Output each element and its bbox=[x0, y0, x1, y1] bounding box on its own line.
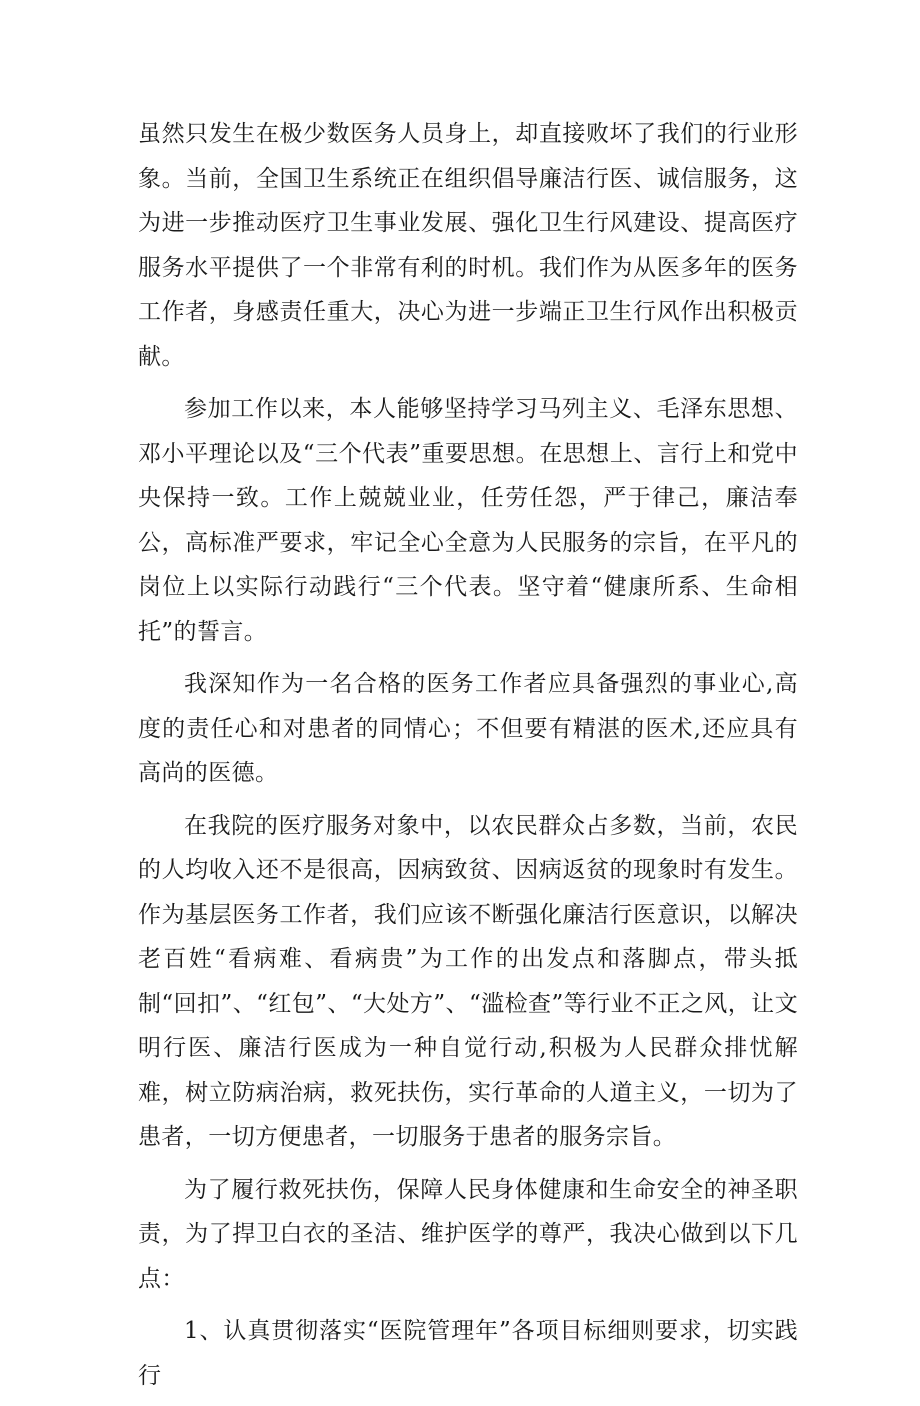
paragraph-4: 在我院的医疗服务对象中，以农民群众占多数，当前，农民的人均收入还不是很高，因病致贫、因病返贫的现象时有发生。作为基层医务工作者，我们应该不断强化廉洁行医意识，以解决老百姓“看病难、看病贵”为工作的出发点和落脚点，带头抵制“回扣”、“红包”、“大处方”、“滥检查”等行业不正之风，让文明行医、廉洁行医成为一种自觉行动,积极为人民群众排忧解难，树立防病治病，救死扶伤，实行革命的人道主义，一切为了患者，一切方便患者，一切服务于患者的服务宗旨。 bbox=[138, 812, 798, 1150]
paragraph-2: 参加工作以来，本人能够坚持学习马列主义、毛泽东思想、邓小平理论以及“三个代表”重要思想。在思想上、言行上和党中央保持一致。工作上兢兢业业，任劳任怨，严于律己，廉洁奉公，高标准严要求，牢记全心全意为人民服务的宗旨，在平凡的岗位上以实际行动践行“三个代表。坚守着“健康所系、生命相托”的誓言。 bbox=[138, 396, 798, 645]
document-body bbox=[138, 112, 798, 1406]
paragraph-6: 1、认真贯彻落实“医院管理年”各项目标细则要求，切实践行 bbox=[138, 1318, 798, 1389]
paragraph-3: 我深知作为一名合格的医务工作者应具备强烈的事业心,高度的责任心和对患者的同情心；不但要有精湛的医术,还应具有高尚的医德。 bbox=[138, 671, 798, 786]
paragraph-1: 虽然只发生在极少数医务人员身上，却直接败坏了我们的行业形象。当前，全国卫生系统正在组织倡导廉洁行医、诚信服务，这为进一步推动医疗卫生事业发展、强化卫生行风建设、提高医疗服务水平提供了一个非常有利的时机。我们作为从医多年的医务工作者，身感责任重大，决心为进一步端正卫生行风作出积极贡献。 bbox=[138, 121, 798, 370]
paragraph-5: 为了履行救死扶伤，保障人民身体健康和生命安全的神圣职责，为了捍卫白衣的圣洁、维护医学的尊严，我决心做到以下几点： bbox=[138, 1176, 798, 1292]
